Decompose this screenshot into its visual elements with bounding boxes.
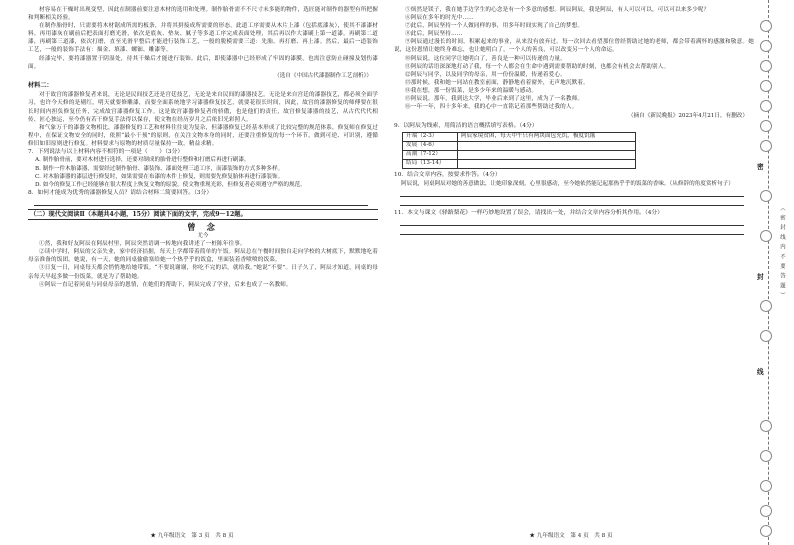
binding-hole [760,190,772,202]
question-9-table [402,132,636,169]
question-9-stem: 9．以阿辰为线索，用简洁的语言概括填写表格。（4分） [394,122,538,129]
question-option[interactable]: A. 制作胎骨前，要对木材进行选择，还要对制成的胎骨进行整修和打磨后再进行刷漆。 [35,157,250,164]
binding-hole [760,40,772,52]
question-8-stem: 8．如何才能成为优秀的漆器修复人员？请结合材料二简要回答。（3分） [28,189,213,196]
article-author: 尤今 [197,233,209,240]
source-note: （选自《中国古代漆器制作工艺剖析》） [274,72,372,79]
answer-line[interactable] [400,218,744,226]
binding-hole [760,330,772,342]
article-title: 曾 念 [187,222,219,233]
binding-hole [760,120,772,132]
question-option[interactable]: C. 对木胎漆器的漆层进行修复时，如果需要在布漆的木件上修复，则需要先修复胎体再进行漆装饰。 [35,173,284,180]
paragraph: 材容易在干燥时出现变型，因此在制器前要注意木材的选用和处理。制作胎骨需不不尺寸未多能的物件，选匠能对制作的器型有所把握和判断相关经验。 [28,7,378,22]
material-2-label: 材料二： [28,82,53,90]
paragraph: ⑭我在想，那一份饭菜，是多少年来的温暖与感动。 [405,87,538,94]
paragraph: ⑯一年一年，四十多年来，我的心中一直铭记着那些帮助过我的人。 [405,104,578,111]
question-7-options [28,156,378,188]
seal-mark: 密 [757,160,764,172]
binding-hole [760,230,772,242]
section-2-heading: （二）现代文阅读Ⅱ（本题共4小题，15分）阅读下面的文字，完成9～12题。 [28,209,378,220]
answer-line[interactable] [400,227,744,235]
page-footer: ★ 九年级语文 第 3 页 共 8 页 [150,533,234,539]
material-2-text [28,91,378,148]
binding-hole [760,300,772,312]
binding-hole [760,100,772,112]
table-row: 高潮（7-12） [403,151,636,160]
paragraph: ②读中学时，阿辰的父亲失业，家中经济拮据，每天上学都带着简单的午饭。阿辰总在午餐时间独自走向学校的大树底下，默默地吃着母亲准备的饭团。她说，有一天，她的同桌偷偷塞给她一个热乎乎的饭盒，里面装着香喷喷的饭菜。 [28,249,378,264]
paragraph: ⑮阿辰说，那年，我到达大学，毕业后来到了这里，成为了一名教师。 [405,96,584,103]
paragraph: ③日复一日，同桌每天都会悄悄地给她带饭。“不要说谢谢，你吃不完的话，就给我。”她说“不要”。日子久了，阿辰才知道，同桌的母亲每天早起多做一份饭菜，就是为了帮助她。 [28,265,378,280]
binding-hole [760,140,772,152]
paragraph: ⑨阿辰通过漫长的时间，积累起来的事业，从来没有放弃过。每一次回去看望那位曾经帮助过她的老师，都会带着满怀的感激和敬意。她说，这份恩情让她终身难忘，也让她明白了，一个人的善良，可以改变另一个人的命运。 [394,39,754,54]
question-option[interactable]: B. 制作一件木胎漆器，需要经过制作胎骨、漆装饰、漆面处理三道工序，而漆装饰的方式多种多样。 [35,165,284,172]
seal-mark: 封 [757,270,764,282]
paragraph: ⑪阿辰的话语深深地打动了我，每一个人都会在生命中遇到需要帮助的时刻，也都会有机会去帮助别人。 [405,63,670,70]
paragraph: ④阿辰一直记着同桌与同桌母亲的恩情，在她们的帮助下，阿辰完成了学业，后来也成了一名教师。 [39,281,292,288]
page-right [386,0,756,545]
binding-hole [760,20,772,32]
paragraph: ⑬那时候，我和她一同站在教室前面，静静地看着窗外，无声地沉默着。 [405,79,589,86]
article-text-continued [394,6,754,111]
question-7-stem: 7．下列说法与以上材料内容不相符的一项是（ ）（3分） [28,149,184,155]
binding-hole [760,525,772,537]
binding-hole [760,505,772,517]
seal-mark: 线 [757,365,764,377]
table-row: 开端（2-3） 阿辰家境贫困，每天中午只有两块面包充饥，极度饥饿 [403,133,636,142]
binding-hole [760,420,772,432]
answer-line[interactable] [400,189,744,197]
paragraph: ⑫阿辰与同学，以及同学的母亲，用一份份温暖，传递着爱心。 [405,71,566,78]
article-text [28,240,378,289]
paragraph: ⑧此后，阿辰坚持…… [405,31,463,38]
paragraph: ⑩阿辰说，这位同学让她明白了，善良是一种可以传递的力量。 [405,55,566,62]
article-source: （摘自《新民晚报》2023年4月21日，有删改） [627,113,748,120]
page-left [0,0,384,545]
paragraph: ⑤烦然是镁子，我在她手边学生的心念是有一个多意的感想。阿辰阿辰，我是阿辰，有人可以可以，可以可以来多少呢？ [405,7,710,13]
paragraph: 在制作胎骨时，只需要将木材锯成所需的板条，并将其拼接成所需要的形态。此道工序需要从木片上漆（包括底漆灰），使其不漆漆材料。再用漆灰在刷前后把表面打磨光滑，依次是底灰、垫灰、腻子等多道工序完成表面处理，其后再以作大漆刷上第一道漆，再刷第二道漆，再刷第三道漆，依次打磨，直至光滑平整后才能进行装饰工艺，一般的脱模需要三道：先胎、再打磨、再上漆。然后，最后一道装饰工艺，一般的装饰手法有：描金、填漆、螺钿、雕漆等。 [28,23,378,54]
question-11-stem: 11．本文与课文《驿路梨花》一样巧妙地设置了误会，请找出一处，并结合文章内容分析其作用。（4分） [394,209,664,216]
answer-line[interactable] [400,198,744,206]
question-10-sub: 阿辰说，同桌阿辰对她的善意做法，让她印象深刻，心里很感动，至今她依然能记起那热乎乎的饭菜的香味。（从修辞的角度赏析句子） [401,180,734,187]
table-row: 发展（4-6） [403,142,636,151]
binding-hole [760,80,772,92]
question-option[interactable]: D. 如今的修复工作已经能够在很大程度上恢复文物的原貌，使文物重现光彩，但修复者必须遵守严格的规范。 [35,181,306,188]
binding-margin [756,0,794,545]
binding-hole [760,450,772,462]
paragraph: 经漆完毕，要将漆器置于阴湿处，待其干燥后才能进行装饰。此后，即使漆器中已经形成了牢固的漆膜，也需注意防止碰撞及划伤漆面。 [28,55,378,70]
paragraph: ⑦此后，阿辰坚持一个人做同样的事，用多年时间实现了自己的梦想。 [405,23,584,30]
paragraph: ⑥阿辰在多年的时光中…… [405,15,474,22]
table-row: 结局（13-14） [403,160,636,169]
paragraph: 对于故宫的漆器修复者来说，无论是民间技艺还是宫廷技艺，无论是来自民间的漆器技艺，无论是来自宫廷的漆器技艺，都必须全面学习，也许今天修的是剔红，明天就要修雕漆，而要全面系统地学习漆器修复技艺，就要花很长时间，因此，故宫的漆器修复的师傅要在很长时间内担负修复任务，完成故宫漆器修复工作。这是故宫漆器修复者的骄傲，也是他们的责任，故宫修复漆器的技艺，从古代代代相传、匠心独运，至今仍有若干修复手法得以保存，使文物在经历岁月之后依旧光彩照人。 [28,92,378,123]
seal-note: （ 密 封 线 内 不 要 答 题 ） [779,205,785,300]
answer-line[interactable] [34,198,368,206]
question-10-stem: 10．结合文章内容，按要求作答。（4分） [394,172,501,179]
page-footer: ★ 九年级语文 第 4 页 共 8 页 [529,533,613,539]
binding-hole [760,480,772,492]
passage-top [28,6,378,71]
paragraph: ①然，我和好友阿辰在阿辰村里，阿辰突然语调一转地向我讲述了一桩陈年往事。 [39,241,246,248]
paragraph: 和气象万千的漆器文物相比，漆器修复的工艺和材料往往更为复杂，但漆器修复已经基本形成了比较完整的规范体系，修复师在修复过程中，在保证文物安全的同时，依照“最小干预”的原则，在关注文物本身的同时，还要注重修复的每一个环节，做到可逆、可识别，遵循修旧如旧原则进行修复。材料要求与原物的材质尽量保持一致，精益求精。 [28,124,378,147]
binding-hole [760,60,772,72]
